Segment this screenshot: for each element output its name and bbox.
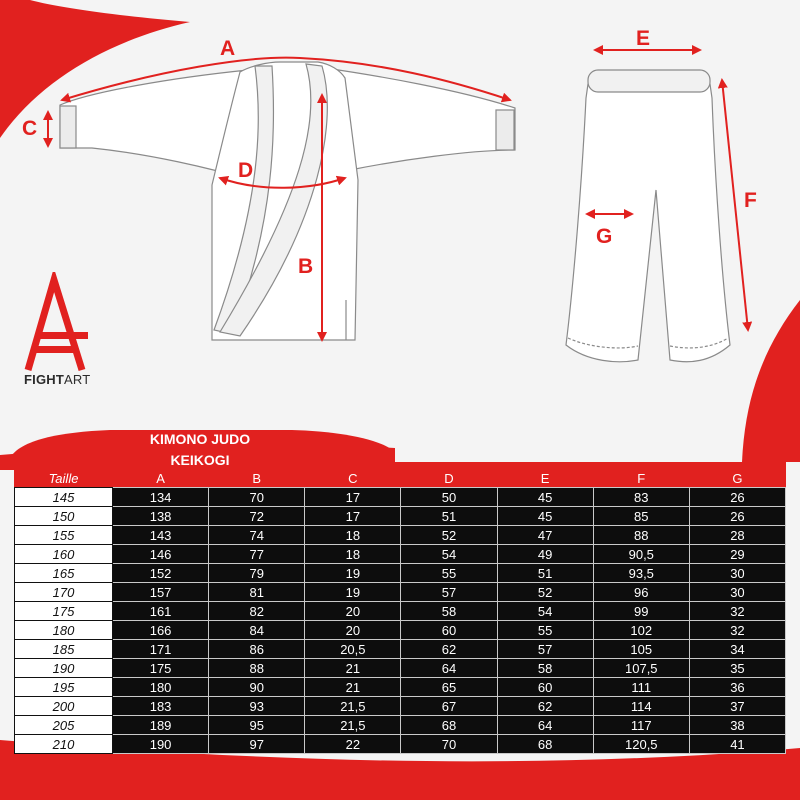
brand-name — [24, 372, 90, 387]
cell-size: 175 — [15, 602, 113, 621]
cell-a: 161 — [113, 602, 209, 621]
header-b: B — [252, 471, 262, 486]
cell-e: 64 — [497, 716, 593, 735]
cell-g: 29 — [689, 545, 785, 564]
cell-d: 50 — [401, 488, 497, 507]
cell-g: 26 — [689, 507, 785, 526]
cell-d: 68 — [401, 716, 497, 735]
cell-size: 210 — [15, 735, 113, 754]
pants-drawing — [566, 70, 730, 362]
cell-b: 74 — [209, 526, 305, 545]
cell-size: 150 — [15, 507, 113, 526]
cell-e: 54 — [497, 602, 593, 621]
cell-g: 32 — [689, 602, 785, 621]
cell-e: 60 — [497, 678, 593, 697]
size-table — [14, 470, 786, 754]
cell-c: 21,5 — [305, 716, 401, 735]
cell-e: 49 — [497, 545, 593, 564]
cell-b: 72 — [209, 507, 305, 526]
cell-a: 180 — [113, 678, 209, 697]
cell-a: 157 — [113, 583, 209, 602]
table-row — [15, 735, 786, 754]
cell-b: 95 — [209, 716, 305, 735]
cell-b: 81 — [209, 583, 305, 602]
table-row — [15, 583, 786, 602]
brand-name-bold: FIGHT — [24, 372, 64, 387]
table-title-line1: KIMONO JUDO — [149, 431, 251, 447]
cell-size: 205 — [15, 716, 113, 735]
cell-d: 64 — [401, 659, 497, 678]
header-f: F — [637, 471, 646, 486]
cell-a: 134 — [113, 488, 209, 507]
cell-f: 105 — [593, 640, 689, 659]
cell-size: 165 — [15, 564, 113, 583]
header-taille: Taille — [48, 471, 79, 486]
cell-c: 20 — [305, 621, 401, 640]
cell-g: 37 — [689, 697, 785, 716]
cell-c: 22 — [305, 735, 401, 754]
cell-size: 185 — [15, 640, 113, 659]
cell-c: 21 — [305, 678, 401, 697]
cell-a: 175 — [113, 659, 209, 678]
cell-c: 19 — [305, 564, 401, 583]
cell-size: 170 — [15, 583, 113, 602]
cell-size: 190 — [15, 659, 113, 678]
table-row — [15, 716, 786, 735]
header-d: D — [444, 471, 454, 486]
header-e: E — [540, 471, 550, 486]
table-header-row — [15, 470, 786, 488]
brand-name-light: ART — [64, 372, 91, 387]
label-d: D — [238, 159, 254, 182]
cell-size: 155 — [15, 526, 113, 545]
cell-b: 97 — [209, 735, 305, 754]
cell-b: 88 — [209, 659, 305, 678]
cell-c: 17 — [305, 488, 401, 507]
cell-a: 138 — [113, 507, 209, 526]
cell-g: 32 — [689, 621, 785, 640]
cell-size: 145 — [15, 488, 113, 507]
header-g: G — [732, 471, 743, 486]
table-row — [15, 488, 786, 507]
cell-g: 35 — [689, 659, 785, 678]
table-row — [15, 564, 786, 583]
cell-f: 107,5 — [593, 659, 689, 678]
cell-b: 70 — [209, 488, 305, 507]
cell-e: 58 — [497, 659, 593, 678]
cell-a: 183 — [113, 697, 209, 716]
cell-b: 86 — [209, 640, 305, 659]
cell-d: 51 — [401, 507, 497, 526]
cell-g: 26 — [689, 488, 785, 507]
cell-size: 195 — [15, 678, 113, 697]
table-row — [15, 507, 786, 526]
cell-g: 28 — [689, 526, 785, 545]
cell-e: 52 — [497, 583, 593, 602]
cell-g: 30 — [689, 564, 785, 583]
cell-a: 189 — [113, 716, 209, 735]
cell-c: 20 — [305, 602, 401, 621]
cell-c: 18 — [305, 526, 401, 545]
cell-f: 117 — [593, 716, 689, 735]
cell-d: 58 — [401, 602, 497, 621]
cell-g: 41 — [689, 735, 785, 754]
cell-f: 120,5 — [593, 735, 689, 754]
cell-e: 57 — [497, 640, 593, 659]
table-row — [15, 697, 786, 716]
cell-f: 114 — [593, 697, 689, 716]
table-row — [15, 526, 786, 545]
cell-b: 79 — [209, 564, 305, 583]
cell-e: 68 — [497, 735, 593, 754]
cell-a: 152 — [113, 564, 209, 583]
cell-b: 93 — [209, 697, 305, 716]
cell-e: 47 — [497, 526, 593, 545]
label-e: E — [636, 27, 651, 50]
cell-d: 67 — [401, 697, 497, 716]
cell-b: 90 — [209, 678, 305, 697]
cell-a: 143 — [113, 526, 209, 545]
cell-g: 36 — [689, 678, 785, 697]
table-row — [15, 678, 786, 697]
cell-c: 19 — [305, 583, 401, 602]
cell-d: 54 — [401, 545, 497, 564]
cell-f: 93,5 — [593, 564, 689, 583]
cell-b: 82 — [209, 602, 305, 621]
cell-d: 65 — [401, 678, 497, 697]
label-g: G — [596, 225, 613, 248]
cell-g: 38 — [689, 716, 785, 735]
cell-d: 70 — [401, 735, 497, 754]
cell-g: 34 — [689, 640, 785, 659]
cell-a: 190 — [113, 735, 209, 754]
cell-f: 111 — [593, 678, 689, 697]
cell-d: 62 — [401, 640, 497, 659]
cell-size: 200 — [15, 697, 113, 716]
table-row — [15, 640, 786, 659]
label-b: B — [298, 255, 314, 278]
cell-f: 88 — [593, 526, 689, 545]
table-body — [15, 488, 786, 754]
cell-a: 166 — [113, 621, 209, 640]
cell-d: 52 — [401, 526, 497, 545]
table-row — [15, 602, 786, 621]
header-a: A — [156, 471, 165, 486]
jacket-drawing — [60, 62, 515, 340]
cell-a: 146 — [113, 545, 209, 564]
cell-size: 180 — [15, 621, 113, 640]
cell-b: 84 — [209, 621, 305, 640]
cell-e: 62 — [497, 697, 593, 716]
cell-e: 55 — [497, 621, 593, 640]
cell-f: 102 — [593, 621, 689, 640]
cell-d: 55 — [401, 564, 497, 583]
cell-f: 83 — [593, 488, 689, 507]
table-row — [15, 621, 786, 640]
cell-c: 21 — [305, 659, 401, 678]
cell-f: 96 — [593, 583, 689, 602]
cell-g: 30 — [689, 583, 785, 602]
header-c: C — [348, 471, 358, 486]
cell-e: 45 — [497, 488, 593, 507]
table-row — [15, 545, 786, 564]
label-c: C — [22, 117, 38, 140]
table-row — [15, 659, 786, 678]
cell-f: 90,5 — [593, 545, 689, 564]
table-title — [112, 429, 288, 471]
cell-c: 20,5 — [305, 640, 401, 659]
cell-a: 171 — [113, 640, 209, 659]
table-title-line2: KEIKOGI — [170, 452, 230, 468]
cell-c: 21,5 — [305, 697, 401, 716]
cell-e: 45 — [497, 507, 593, 526]
cell-d: 60 — [401, 621, 497, 640]
label-a: A — [220, 37, 236, 60]
cell-f: 85 — [593, 507, 689, 526]
fightart-logo — [20, 272, 120, 384]
cell-c: 17 — [305, 507, 401, 526]
cell-f: 99 — [593, 602, 689, 621]
cell-e: 51 — [497, 564, 593, 583]
cell-b: 77 — [209, 545, 305, 564]
cell-size: 160 — [15, 545, 113, 564]
label-f: F — [744, 189, 757, 212]
cell-c: 18 — [305, 545, 401, 564]
cell-d: 57 — [401, 583, 497, 602]
